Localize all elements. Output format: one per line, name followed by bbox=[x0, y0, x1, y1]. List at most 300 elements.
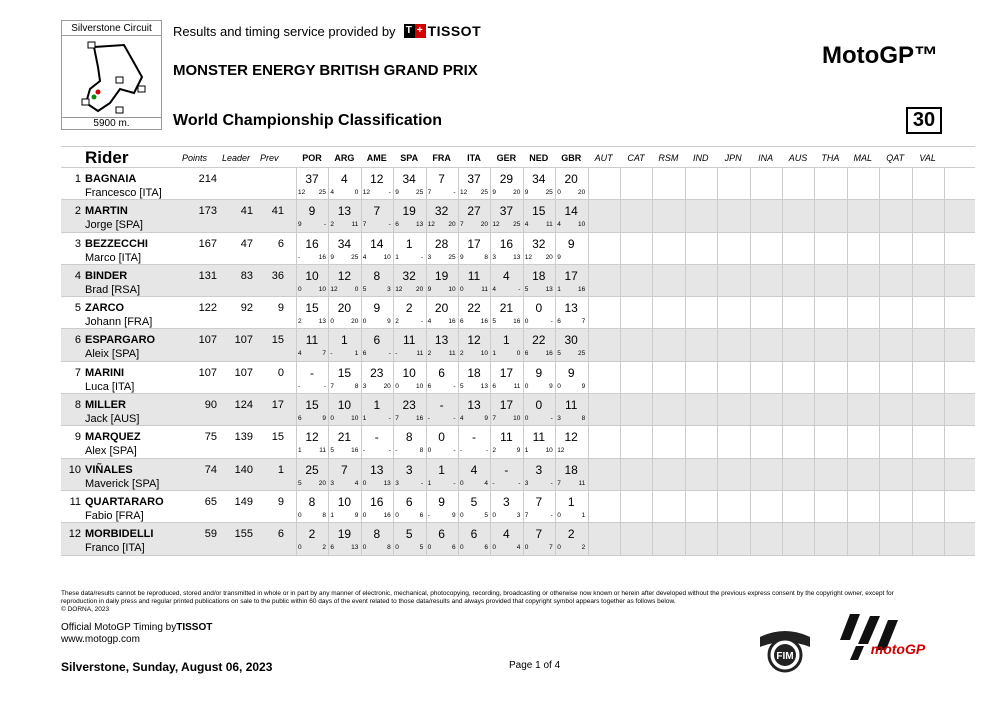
column-divider bbox=[393, 491, 394, 522]
future-race-column-header: QAT bbox=[886, 153, 905, 163]
race-points: 4 bbox=[341, 172, 348, 186]
race-points: 17 bbox=[499, 365, 514, 380]
sprint-points: 0 bbox=[524, 382, 529, 390]
race-breakdown bbox=[555, 415, 587, 422]
column-divider bbox=[393, 459, 394, 490]
rider-name: Marco [ITA] bbox=[85, 251, 142, 264]
column-divider bbox=[912, 200, 913, 231]
race-breakdown bbox=[328, 512, 360, 519]
race-result-cell bbox=[393, 265, 425, 296]
race-breakdown bbox=[361, 189, 393, 196]
race-breakdown bbox=[426, 480, 458, 487]
race-result-cell bbox=[328, 362, 360, 393]
race-points-detail: 20 bbox=[577, 189, 586, 196]
rider-points: 107 bbox=[198, 334, 217, 347]
race-result-cell bbox=[523, 426, 555, 457]
sprint-points: 0 bbox=[557, 189, 561, 196]
column-divider bbox=[814, 394, 815, 425]
sprint-points: 2 bbox=[492, 447, 497, 455]
race-points-detail: 5 bbox=[419, 544, 424, 552]
race-points: 6 bbox=[373, 333, 381, 348]
race-breakdown bbox=[328, 480, 360, 487]
disclaimer-text: These data/results cannot be reproduced, stored and/or transmitted in whole or in part by any manner of electronic, mechanical, photocopying, recording, broadcasting or otherwise now known or herein after developed without the previous express consent by the copyright owner, except for reproduction in daily press and regular printed publications on sale to the public within 60 days of the event related to those data/results and always provided that copyright symbol appears together as follows below. bbox=[61, 590, 894, 605]
column-divider bbox=[426, 362, 427, 393]
column-divider bbox=[393, 168, 394, 199]
column-divider bbox=[620, 200, 621, 231]
race-points-detail: 10 bbox=[415, 382, 424, 390]
race-result-cell bbox=[426, 265, 458, 296]
sprint-points: 1 bbox=[427, 479, 432, 487]
sprint-points: 9 bbox=[557, 253, 561, 261]
column-divider bbox=[328, 426, 329, 457]
race-breakdown bbox=[426, 383, 458, 390]
sprint-points: 0 bbox=[427, 447, 432, 455]
column-divider bbox=[847, 200, 848, 231]
race-points: 23 bbox=[370, 365, 384, 380]
column-divider bbox=[296, 362, 297, 393]
race-points-detail: 16 bbox=[448, 318, 456, 326]
race-points: 8 bbox=[373, 527, 381, 542]
race-points-detail: 0 bbox=[354, 285, 359, 293]
race-result-cell bbox=[490, 362, 522, 393]
race-breakdown bbox=[296, 480, 328, 487]
race-points: 7 bbox=[535, 527, 543, 542]
sprint-points: 7 bbox=[492, 415, 497, 423]
column-divider bbox=[750, 297, 751, 328]
rider-surname: VIÑALES bbox=[85, 463, 133, 476]
race-breakdown bbox=[458, 447, 490, 454]
race-breakdown bbox=[555, 350, 587, 357]
race-points: 32 bbox=[402, 268, 416, 283]
race-points-detail: - bbox=[421, 253, 424, 261]
column-divider bbox=[879, 523, 880, 554]
race-result-cell bbox=[296, 329, 328, 360]
rider-gap-prev: 36 bbox=[271, 269, 284, 282]
race-points-detail: 13 bbox=[351, 544, 359, 552]
column-divider bbox=[620, 523, 621, 554]
sprint-points: 9 bbox=[298, 221, 302, 229]
race-result-cell bbox=[555, 362, 587, 393]
table-header-row bbox=[61, 146, 975, 168]
column-divider bbox=[944, 523, 945, 554]
race-points-detail: 20 bbox=[480, 221, 488, 229]
race-result-cell bbox=[523, 265, 555, 296]
rider-points: 65 bbox=[204, 495, 217, 508]
race-points-detail: 25 bbox=[545, 189, 553, 196]
race-result-cell bbox=[296, 459, 328, 490]
race-points-detail: - bbox=[323, 221, 326, 229]
column-divider bbox=[652, 362, 653, 393]
race-result-cell bbox=[523, 491, 555, 522]
sprint-points: 12 bbox=[427, 221, 435, 229]
sprint-points: 3 bbox=[492, 253, 497, 261]
rider-gap-prev: 17 bbox=[271, 399, 284, 412]
column-divider bbox=[328, 491, 329, 522]
race-breakdown bbox=[555, 189, 587, 196]
race-points-detail: 2 bbox=[322, 544, 326, 552]
race-breakdown bbox=[458, 415, 490, 422]
race-result-cell bbox=[328, 168, 360, 199]
circuit-map-icon bbox=[64, 37, 159, 119]
rider-points: 107 bbox=[198, 366, 217, 379]
column-divider bbox=[879, 265, 880, 296]
rider-surname: QUARTARARO bbox=[85, 495, 164, 508]
race-breakdown bbox=[458, 286, 490, 293]
race-result-cell bbox=[523, 459, 555, 490]
rider-surname: BAGNAIA bbox=[85, 173, 137, 185]
standings-rows bbox=[61, 168, 975, 556]
column-divider bbox=[685, 233, 686, 264]
race-points-detail: - bbox=[485, 447, 488, 455]
race-points: 21 bbox=[337, 430, 352, 445]
rider-surname: ZARCO bbox=[85, 302, 125, 315]
race-result-cell bbox=[523, 362, 555, 393]
column-divider bbox=[490, 233, 491, 264]
race-breakdown bbox=[458, 189, 490, 196]
column-divider bbox=[490, 200, 491, 231]
copyright-text: © DORNA, 2023 bbox=[61, 606, 110, 613]
race-result-cell bbox=[361, 200, 393, 231]
race-points: 2 bbox=[405, 301, 413, 316]
race-breakdown bbox=[555, 480, 587, 487]
sprint-points: 1 bbox=[492, 350, 497, 358]
race-breakdown bbox=[555, 512, 587, 519]
race-breakdown bbox=[393, 254, 425, 261]
timing-credit bbox=[61, 622, 212, 646]
column-divider bbox=[717, 426, 718, 457]
column-divider bbox=[944, 362, 945, 393]
race-points-detail: 2 bbox=[581, 544, 586, 552]
column-divider bbox=[847, 362, 848, 393]
rider-surname: MORBIDELLI bbox=[85, 528, 154, 541]
rider-position: 5 bbox=[74, 302, 81, 315]
rider-gap-prev: 9 bbox=[277, 302, 284, 315]
race-points-detail: - bbox=[388, 447, 391, 455]
table-row bbox=[61, 329, 975, 361]
race-result-cell bbox=[361, 362, 393, 393]
sprint-points: 4 bbox=[427, 318, 432, 326]
column-divider bbox=[296, 426, 297, 457]
column-divider bbox=[652, 523, 653, 554]
race-breakdown bbox=[328, 544, 360, 551]
sprint-points: 9 bbox=[492, 189, 497, 196]
race-points-detail: 0 bbox=[516, 350, 521, 358]
rider-gap-leader: 47 bbox=[240, 237, 253, 250]
column-divider bbox=[296, 523, 297, 554]
column-divider bbox=[393, 265, 394, 296]
column-divider bbox=[490, 426, 491, 457]
table-row bbox=[61, 200, 975, 232]
rider-position: 1 bbox=[74, 173, 81, 185]
race-result-cell bbox=[393, 459, 425, 490]
rider-position: 4 bbox=[74, 269, 81, 282]
race-points: 10 bbox=[337, 398, 352, 413]
rider-gap-prev: 1 bbox=[277, 463, 284, 476]
column-divider bbox=[588, 297, 589, 328]
column-divider bbox=[361, 523, 362, 554]
race-points: 7 bbox=[535, 494, 543, 509]
race-breakdown bbox=[523, 544, 555, 551]
race-result-cell bbox=[555, 426, 587, 457]
race-points-detail: 16 bbox=[480, 318, 488, 326]
race-points-detail: 6 bbox=[484, 544, 488, 552]
sprint-points: 0 bbox=[298, 285, 302, 293]
column-divider bbox=[328, 459, 329, 490]
column-divider bbox=[652, 394, 653, 425]
column-divider bbox=[782, 329, 783, 360]
sprint-points: 4 bbox=[330, 189, 335, 196]
race-breakdown bbox=[393, 350, 425, 357]
future-race-column-header: AUS bbox=[788, 153, 808, 163]
race-result-cell bbox=[426, 459, 458, 490]
sprint-points: 5 bbox=[492, 318, 497, 326]
race-points: 11 bbox=[500, 430, 513, 445]
race-points-detail: - bbox=[550, 479, 553, 487]
race-points-detail: 11 bbox=[319, 447, 326, 455]
column-divider bbox=[490, 523, 491, 554]
sprint-points: 1 bbox=[557, 285, 561, 293]
column-divider bbox=[750, 329, 751, 360]
column-divider bbox=[652, 168, 653, 199]
column-divider bbox=[361, 200, 362, 231]
race-column-header: SPA bbox=[400, 153, 419, 163]
race-breakdown bbox=[523, 221, 555, 228]
column-divider bbox=[458, 265, 459, 296]
race-points-detail: 16 bbox=[351, 447, 359, 455]
rider-points: 173 bbox=[198, 205, 217, 218]
race-points-detail: 20 bbox=[351, 318, 359, 326]
race-column-header: NED bbox=[529, 153, 549, 163]
column-divider bbox=[685, 329, 686, 360]
race-breakdown bbox=[523, 318, 555, 325]
column-divider bbox=[652, 329, 653, 360]
column-divider bbox=[426, 233, 427, 264]
sprint-points: 4 bbox=[362, 253, 367, 261]
sprint-points: 7 bbox=[460, 221, 464, 229]
race-points-detail: 10 bbox=[513, 415, 521, 423]
race-result-cell bbox=[296, 362, 328, 393]
race-breakdown bbox=[426, 415, 458, 422]
column-divider bbox=[361, 394, 362, 425]
race-points: 11 bbox=[467, 268, 481, 283]
race-breakdown bbox=[393, 447, 425, 454]
race-points: 19 bbox=[337, 527, 352, 542]
race-points: 14 bbox=[564, 204, 578, 219]
column-divider bbox=[588, 233, 589, 264]
column-divider bbox=[652, 426, 653, 457]
column-divider bbox=[847, 459, 848, 490]
rider-position: 8 bbox=[74, 399, 81, 412]
race-points: 27 bbox=[467, 204, 481, 219]
column-divider bbox=[426, 426, 427, 457]
race-points: 10 bbox=[337, 494, 352, 509]
race-points-detail: 7 bbox=[322, 350, 326, 358]
column-divider bbox=[296, 200, 297, 231]
column-divider bbox=[814, 233, 815, 264]
race-points: 23 bbox=[402, 398, 416, 413]
race-points-detail: 1 bbox=[581, 511, 586, 519]
race-breakdown bbox=[393, 415, 425, 422]
sprint-points: - bbox=[427, 511, 430, 519]
sprint-points: 7 bbox=[395, 415, 399, 423]
column-divider bbox=[912, 233, 913, 264]
race-points-detail: 25 bbox=[577, 350, 586, 358]
race-breakdown bbox=[490, 189, 522, 196]
race-points: 1 bbox=[373, 398, 381, 413]
race-points: 21 bbox=[499, 301, 514, 316]
race-points: 7 bbox=[438, 172, 445, 186]
race-points: 32 bbox=[434, 204, 449, 219]
race-result-cell bbox=[393, 200, 425, 231]
rider-surname: MARQUEZ bbox=[85, 431, 141, 444]
column-divider bbox=[782, 394, 783, 425]
table-row bbox=[61, 459, 975, 491]
sprint-points: 7 bbox=[524, 511, 529, 519]
column-divider bbox=[879, 168, 880, 199]
race-breakdown bbox=[328, 254, 360, 261]
race-result-cell bbox=[296, 394, 328, 425]
sprint-points: 2 bbox=[427, 350, 432, 358]
rider-points: 90 bbox=[204, 399, 217, 412]
sprint-points: 5 bbox=[460, 382, 464, 390]
race-points: 6 bbox=[405, 494, 413, 509]
race-points: - bbox=[374, 430, 379, 445]
race-points-detail: 6 bbox=[419, 511, 424, 519]
race-points: 11 bbox=[305, 333, 319, 348]
race-points: 1 bbox=[567, 494, 575, 509]
column-divider bbox=[555, 523, 556, 554]
rider-gap-leader: 139 bbox=[234, 431, 253, 444]
race-points-detail: 9 bbox=[484, 415, 488, 423]
rider-surname: MILLER bbox=[85, 399, 126, 412]
column-divider bbox=[717, 394, 718, 425]
race-breakdown bbox=[361, 512, 393, 519]
rider-points: 59 bbox=[204, 528, 217, 541]
race-result-cell bbox=[426, 426, 458, 457]
race-points: 9 bbox=[373, 301, 381, 316]
column-divider bbox=[328, 523, 329, 554]
sprint-points: - bbox=[330, 350, 333, 358]
column-divider bbox=[814, 523, 815, 554]
sprint-points: 3 bbox=[557, 415, 561, 423]
sprint-points: 0 bbox=[330, 318, 335, 326]
sprint-points: 5 bbox=[298, 479, 302, 487]
race-result-cell bbox=[458, 523, 490, 554]
race-result-cell bbox=[490, 329, 522, 360]
race-result-cell bbox=[458, 233, 490, 264]
race-result-cell bbox=[458, 362, 490, 393]
race-points-detail: 16 bbox=[577, 285, 586, 293]
race-points: 15 bbox=[337, 365, 352, 380]
sprint-points: 6 bbox=[492, 382, 497, 390]
sprint-points: - bbox=[298, 382, 301, 390]
column-divider bbox=[782, 362, 783, 393]
column-divider bbox=[490, 168, 491, 199]
race-points: 2 bbox=[567, 527, 575, 542]
leader-column-header: Leader bbox=[222, 153, 251, 163]
rider-name: Jorge [SPA] bbox=[85, 219, 143, 232]
future-race-column-header: MAL bbox=[853, 153, 873, 163]
sprint-points: 4 bbox=[460, 415, 464, 423]
race-breakdown bbox=[490, 544, 522, 551]
column-divider bbox=[490, 362, 491, 393]
race-breakdown bbox=[296, 544, 328, 551]
race-points: 12 bbox=[370, 172, 384, 186]
column-divider bbox=[555, 200, 556, 231]
race-breakdown bbox=[458, 350, 490, 357]
column-divider bbox=[814, 426, 815, 457]
sprint-points: 1 bbox=[330, 511, 335, 519]
column-divider bbox=[490, 329, 491, 360]
sprint-points: 0 bbox=[492, 511, 497, 519]
sprint-points: 4 bbox=[298, 350, 302, 358]
column-divider bbox=[426, 329, 427, 360]
race-points: 37 bbox=[305, 172, 319, 186]
race-points-detail: - bbox=[518, 479, 521, 487]
race-points-detail: 9 bbox=[387, 318, 391, 326]
race-result-cell bbox=[426, 233, 458, 264]
sprint-points: 5 bbox=[362, 285, 367, 293]
rider-name: Franco [ITA] bbox=[85, 542, 145, 555]
sprint-points: 6 bbox=[427, 382, 432, 390]
race-column-header: GER bbox=[496, 153, 517, 163]
column-divider bbox=[426, 297, 427, 328]
race-points: 34 bbox=[337, 236, 352, 251]
race-result-cell bbox=[490, 394, 522, 425]
race-points-detail: - bbox=[388, 415, 391, 423]
race-points-detail: - bbox=[453, 189, 456, 196]
race-breakdown bbox=[361, 221, 393, 228]
race-points: 20 bbox=[434, 301, 449, 316]
column-divider bbox=[912, 394, 913, 425]
race-points-detail: 20 bbox=[415, 285, 424, 293]
column-divider bbox=[879, 200, 880, 231]
race-result-cell bbox=[296, 523, 328, 554]
column-divider bbox=[944, 265, 945, 296]
column-divider bbox=[296, 297, 297, 328]
sprint-points: 7 bbox=[427, 189, 432, 196]
race-points-detail: - bbox=[550, 318, 553, 326]
column-divider bbox=[523, 297, 524, 328]
race-breakdown bbox=[523, 480, 555, 487]
race-points-detail: 20 bbox=[545, 253, 553, 261]
rider-gap-prev: 9 bbox=[277, 495, 284, 508]
rider-gap-prev: 6 bbox=[277, 528, 284, 541]
sprint-points: 9 bbox=[427, 285, 432, 293]
column-divider bbox=[588, 362, 589, 393]
column-divider bbox=[426, 459, 427, 490]
column-divider bbox=[620, 394, 621, 425]
race-points-detail: 20 bbox=[318, 479, 326, 487]
column-divider bbox=[944, 459, 945, 490]
race-breakdown bbox=[296, 512, 328, 519]
race-points-detail: - bbox=[421, 479, 424, 487]
event-title: MONSTER ENERGY BRITISH GRAND PRIX bbox=[173, 62, 478, 79]
column-divider bbox=[296, 265, 297, 296]
column-divider bbox=[782, 459, 783, 490]
column-divider bbox=[782, 168, 783, 199]
race-points: 15 bbox=[532, 204, 546, 219]
column-divider bbox=[782, 265, 783, 296]
column-divider bbox=[912, 426, 913, 457]
race-points: 14 bbox=[370, 236, 384, 251]
column-divider bbox=[717, 200, 718, 231]
sprint-points: 4 bbox=[557, 221, 561, 229]
race-points-detail: 11 bbox=[416, 350, 424, 358]
race-breakdown bbox=[296, 383, 328, 390]
column-divider bbox=[426, 491, 427, 522]
race-result-cell bbox=[490, 200, 522, 231]
